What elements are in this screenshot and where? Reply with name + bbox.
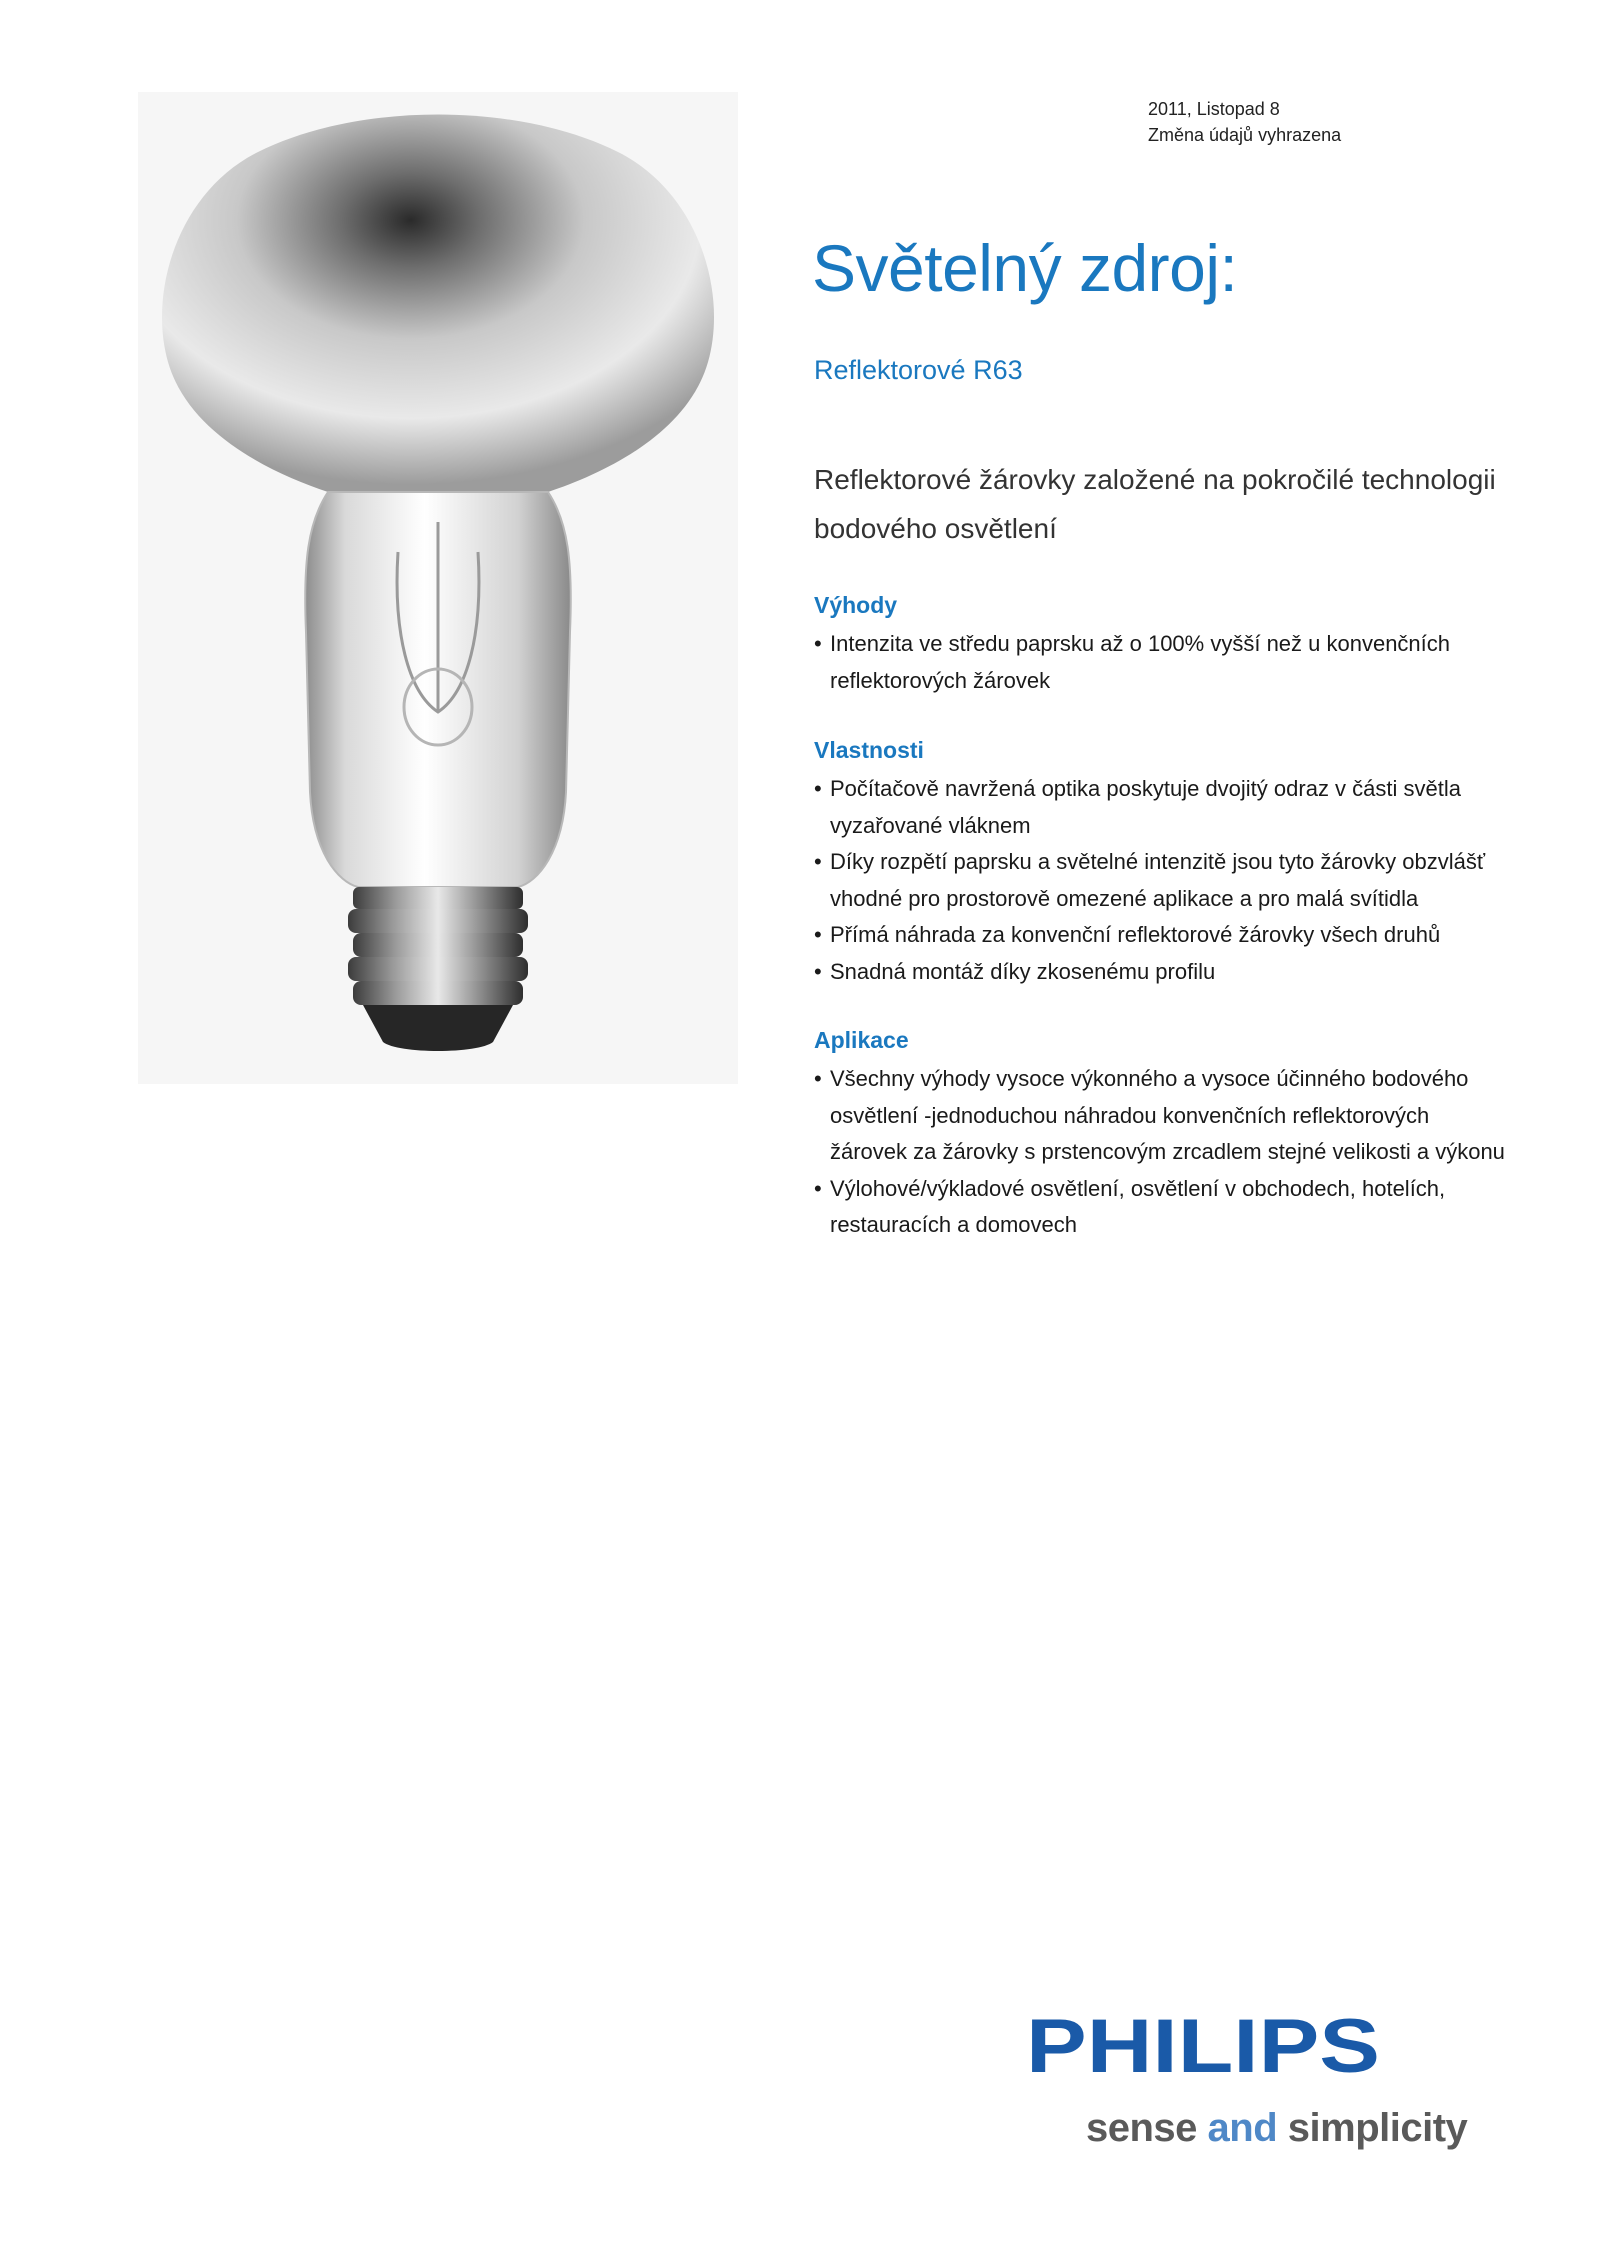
applications-section <box>814 1023 1514 1244</box>
features-section <box>814 733 1514 990</box>
brand-tagline <box>1086 2106 1467 2151</box>
item-line: Počítačově navržená optika poskytuje dvojitý odraz v části světla <box>830 776 1461 801</box>
list-item <box>814 771 1514 844</box>
item-line: restauracích a domovech <box>830 1212 1078 1237</box>
item-line: Intenzita ve středu paprsku až o 100% vyšší než u konvenčních <box>830 631 1451 656</box>
change-notice: Změna údajů vyhrazena <box>1148 125 1342 145</box>
bullet-icon: • <box>814 849 822 874</box>
list-item <box>814 917 1514 954</box>
philips-logo <box>1026 2010 1386 2080</box>
list-item <box>814 844 1514 917</box>
features-heading: Vlastnosti <box>814 737 924 763</box>
tagline-simplicity: simplicity <box>1277 2106 1468 2150</box>
bullet-icon: • <box>814 631 822 656</box>
tagline-and: and <box>1207 2106 1278 2150</box>
item-line: žárovek za žárovky s prstencovým zrcadlem stejné velikosti a výkonu <box>830 1139 1505 1164</box>
product-photo <box>138 92 738 1084</box>
description-line: Reflektorové žárovky založené na pokročilé technologii <box>814 464 1496 495</box>
header-meta <box>1148 96 1341 148</box>
item-line: vhodné pro prostorově omezené aplikace a pro malá svítidla <box>830 885 1419 911</box>
applications-heading: Aplikace <box>814 1027 909 1053</box>
benefits-section <box>814 588 1514 699</box>
bullet-icon: • <box>814 1066 822 1091</box>
page-title: Světelný zdroj: <box>812 231 1238 305</box>
logo-wordmark: PHILIPS <box>1026 2010 1380 2080</box>
item-line: osvětlení -jednoduchou náhradou konvenčních reflektorových <box>830 1102 1430 1128</box>
list-item <box>814 1171 1514 1244</box>
applications-list <box>814 1061 1514 1244</box>
bullet-icon: • <box>814 958 822 984</box>
item-line: Všechny výhody vysoce výkonného a vysoce účinného bodového <box>830 1066 1469 1091</box>
item-line: Výlohové/výkladové osvětlení, osvětlení v obchodech, hotelích, <box>830 1175 1446 1201</box>
description-line: bodového osvětlení <box>814 513 1057 544</box>
bullet-icon: • <box>814 922 822 947</box>
reflector-bulb-r63-photo <box>138 92 738 1084</box>
item-line: reflektorových žárovek <box>830 667 1051 693</box>
benefits-list <box>814 626 1514 699</box>
item-line: Snadná montáž díky zkosenému profilu <box>830 958 1216 984</box>
item-line: vyzařované vláknem <box>830 812 1031 838</box>
list-item <box>814 954 1514 991</box>
tagline-sense: sense <box>1086 2106 1208 2150</box>
benefits-heading: Výhody <box>814 592 898 618</box>
bullet-icon: • <box>814 1175 822 1201</box>
features-list <box>814 771 1514 990</box>
product-subtitle: Reflektorové R63 <box>814 355 1023 385</box>
list-item <box>814 1061 1514 1171</box>
item-line: Přímá náhrada za konvenční reflektorové žárovky všech druhů <box>830 922 1441 947</box>
product-description <box>814 455 1514 553</box>
bullet-icon: • <box>814 776 822 801</box>
item-line: Díky rozpětí paprsku a světelné intenzitě jsou tyto žárovky obzvlášť <box>830 849 1486 874</box>
document-date: 2011, Listopad 8 <box>1148 99 1280 119</box>
list-item <box>814 626 1514 699</box>
